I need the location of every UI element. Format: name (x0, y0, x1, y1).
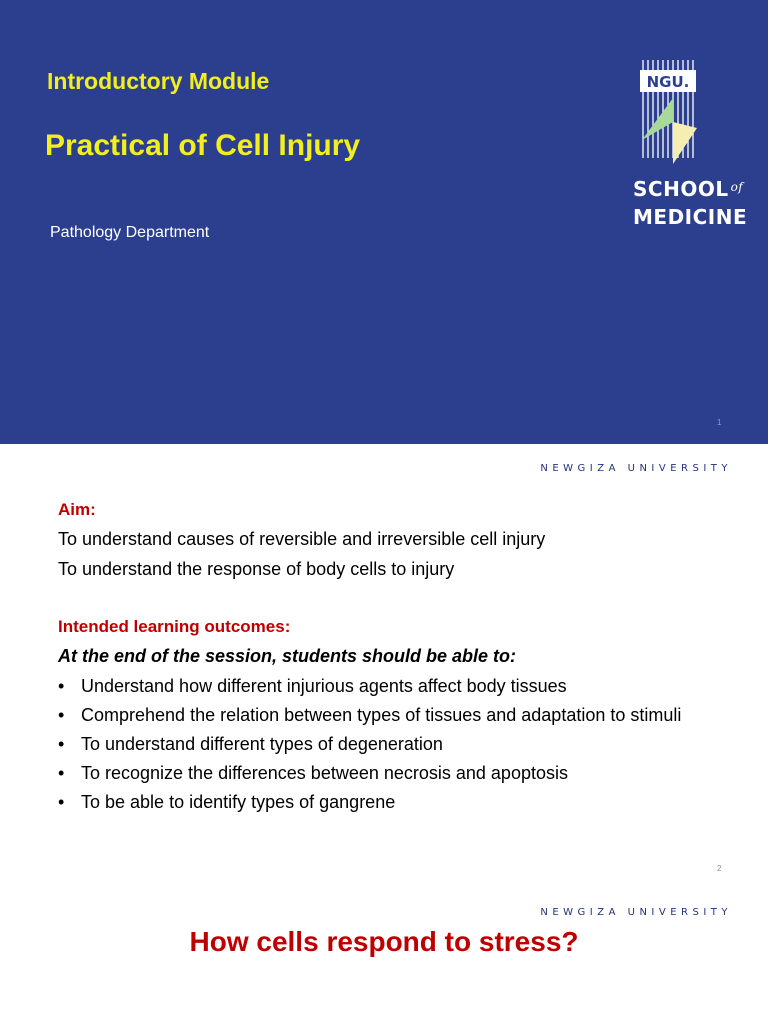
bullet-icon: • (58, 676, 65, 696)
ngu-school-of-medicine-logo (630, 58, 748, 238)
logo-school-word: SCHOOL (633, 177, 729, 201)
outcome-text: Understand how different injurious agents affect body tissues (81, 676, 567, 696)
objectives-slide (0, 448, 768, 878)
page-number: 2 (717, 864, 722, 873)
list-item (58, 703, 728, 727)
outcome-text: To understand different types of degeneration (81, 734, 443, 754)
logo-badge-text: NGU. (646, 73, 690, 91)
bullet-icon: • (58, 792, 65, 812)
bullet-icon: • (58, 705, 65, 725)
bullet-icon: • (58, 763, 65, 783)
aim-line: To understand causes of reversible and irreversible cell injury (58, 529, 546, 549)
logo-of-word: of (730, 180, 744, 194)
department-label: Pathology Department (50, 224, 210, 241)
logo-medicine-word: MEDICINE (633, 205, 748, 229)
title-slide (0, 0, 768, 444)
slide-title: Practical of Cell Injury (45, 129, 361, 162)
list-item (58, 790, 728, 814)
page-number: 1 (717, 418, 722, 427)
list-item (58, 732, 728, 756)
outcome-text: To be able to identify types of gangrene (81, 792, 396, 812)
list-item (58, 761, 728, 785)
ilo-intro: At the end of the session, students should be able to: (58, 646, 517, 666)
module-label: Introductory Module (47, 68, 270, 94)
outcome-text: To recognize the differences between necrosis and apoptosis (81, 763, 568, 783)
logo-school-text (633, 177, 743, 201)
university-brand: NEWGIZA UNIVERSITY (540, 907, 732, 918)
list-item (58, 674, 728, 698)
bullet-icon: • (58, 734, 65, 754)
ngu-logo-icon (640, 58, 700, 168)
outcomes-list (58, 674, 728, 819)
slide-title: How cells respond to stress? (189, 926, 579, 957)
outcome-text: Comprehend the relation between types of tissues and adaptation to stimuli (81, 705, 682, 725)
aim-line: To understand the response of body cells to injury (58, 559, 455, 579)
university-brand: NEWGIZA UNIVERSITY (540, 463, 732, 474)
stress-slide (0, 894, 768, 1024)
ilo-heading: Intended learning outcomes: (58, 617, 291, 636)
aim-heading: Aim: (58, 500, 96, 519)
